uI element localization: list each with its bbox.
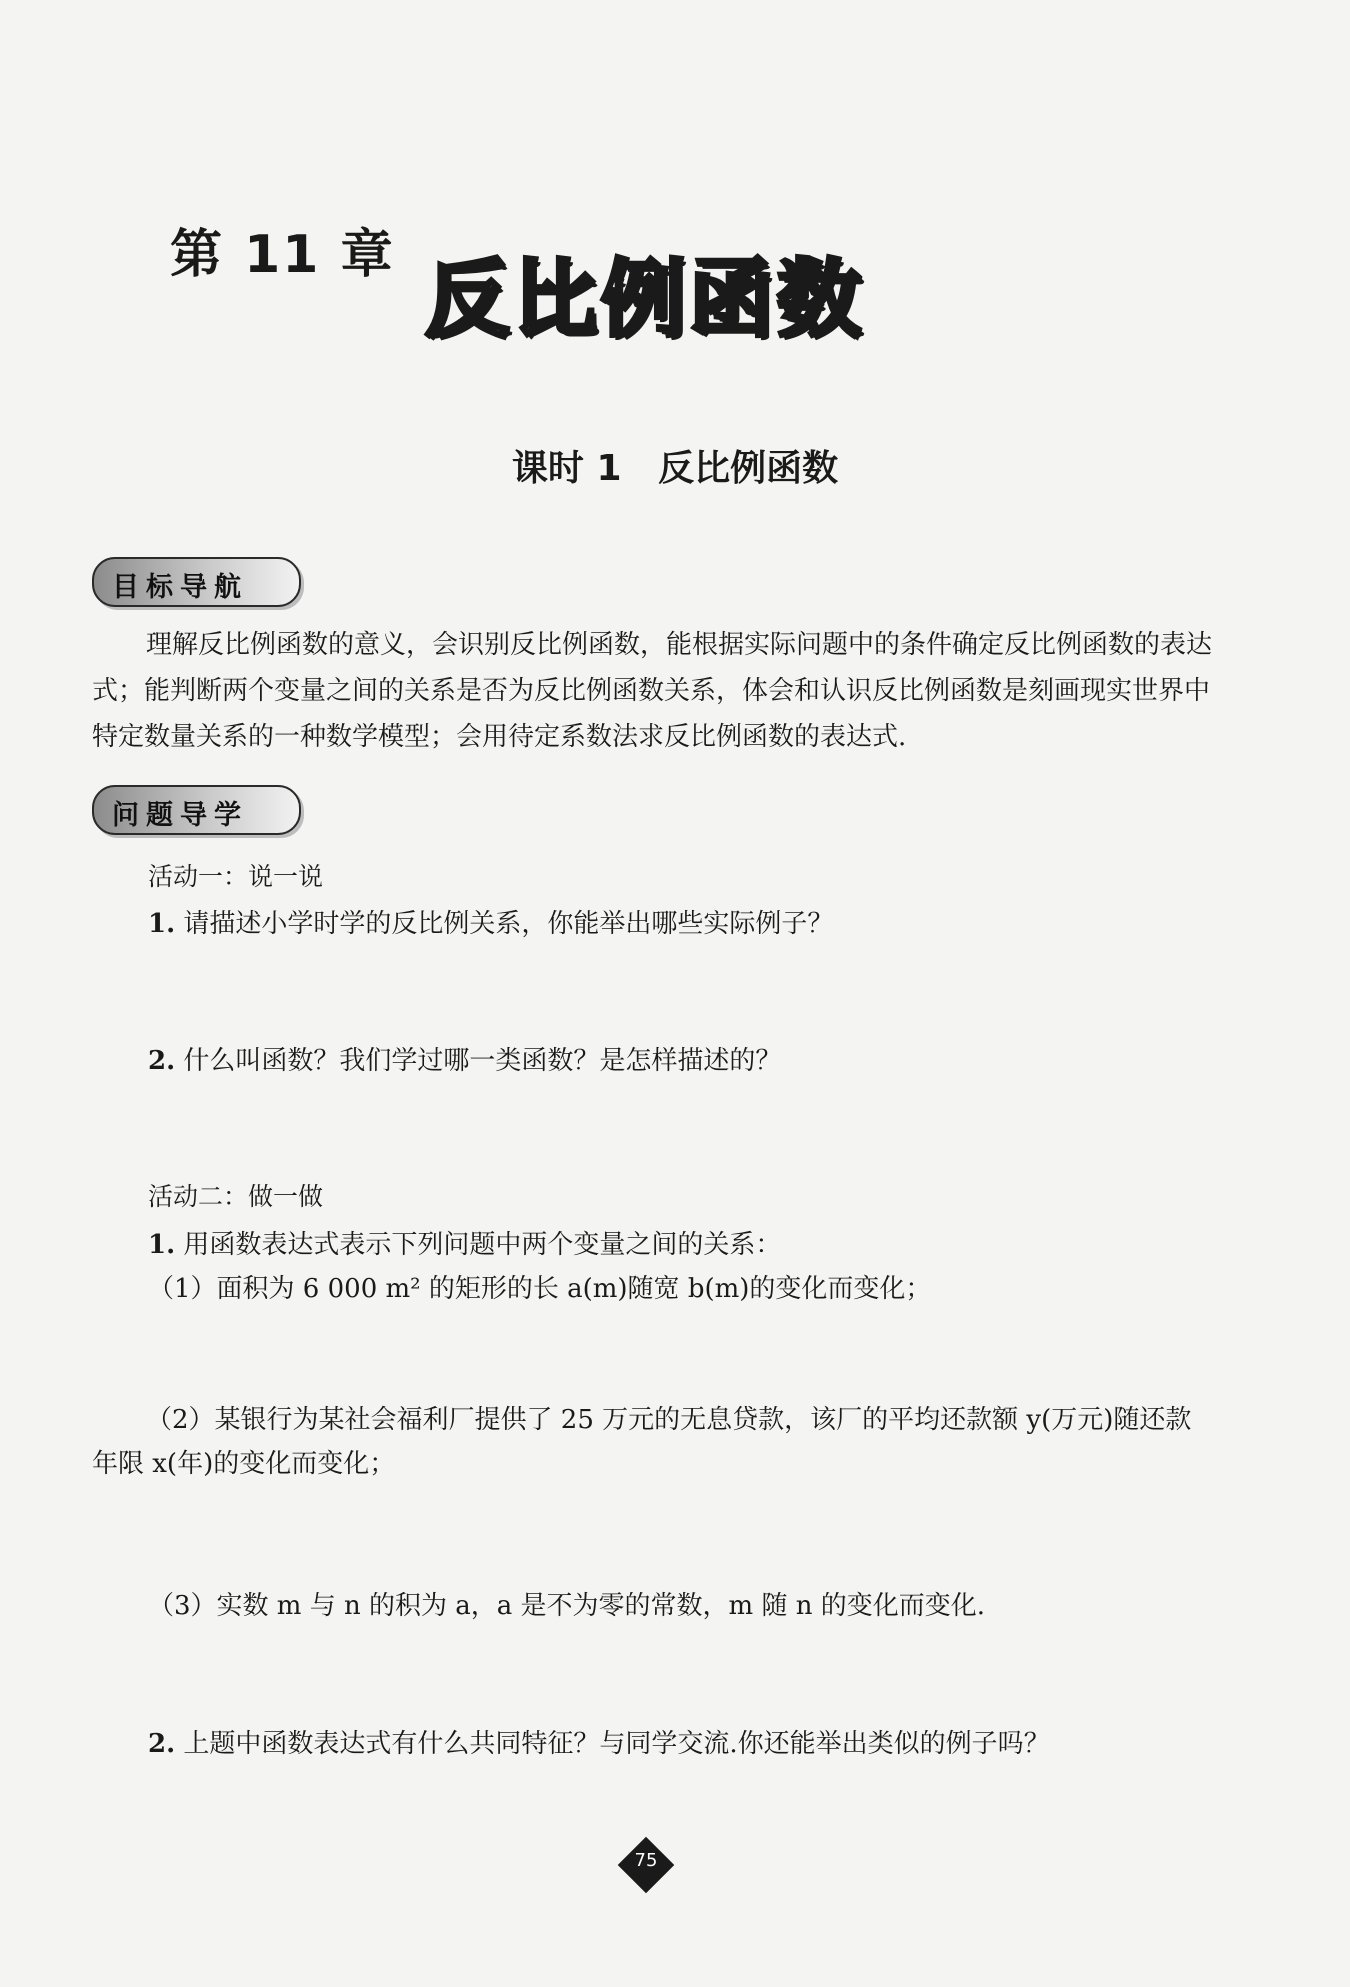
activity2-sub-3: （3）实数 m 与 n 的积为 a，a 是不为零的常数，m 随 n 的变化而变化. [148,1591,985,1621]
question-number: 2. [148,1046,176,1076]
lesson-number: 课时 1 [511,448,622,489]
goal-text: 理解反比例函数的意义，会识别反比例函数，能根据实际问题中的条件确定反比例函数的表达式；能判断两个变量之间的关系是否为反比例函数关系，体会和认识反比例函数是刻画现实世界中特定数量关系的一种数学模型；会用待定系数法求反比例函数的表达式. [92,630,1213,752]
activity1-question-1 [148,903,833,940]
page-number: 75 [634,1850,658,1871]
activity2-sub-2: （2）某银行为某社会福利厂提供了 25 万元的无息贷款，该厂的平均还款额 y(万元)随还款年限 x(年)的变化而变化； [92,1405,1192,1479]
problem-badge-label: 问题导学 [112,800,248,831]
activity2-title: 活动二：做一做 [148,1182,324,1211]
goal-badge [92,557,301,607]
question-text: 什么叫函数？我们学过哪一类函数？是怎样描述的？ [183,1046,782,1076]
question-text: 用函数表达式表示下列问题中两个变量之间的关系： [183,1230,782,1260]
question-text: 请描述小学时学的反比例关系，你能举出哪些实际例子？ [183,909,834,939]
lesson-heading [0,440,1350,491]
chapter-label: 第 11 章 [170,225,395,285]
question-number: 1. [148,1230,176,1260]
activity2-sub-1: （1）面积为 6 000 m² 的矩形的长 a(m)随宽 b(m)的变化而变化； [148,1274,932,1304]
activity1-title: 活动一：说一说 [148,862,324,891]
lesson-title: 反比例函数 [658,448,839,489]
goal-badge-label: 目标导航 [112,572,248,603]
activity2-question-2 [148,1723,1050,1760]
question-number: 2. [148,1729,176,1759]
activity1-question-2 [148,1040,781,1077]
question-number: 1. [148,909,176,939]
problem-badge [92,785,301,835]
chapter-title: 反比例函数 [425,250,866,348]
activity2-question-1 [148,1224,781,1261]
question-text: 上题中函数表达式有什么共同特征？与同学交流.你还能举出类似的例子吗？ [183,1729,1050,1759]
